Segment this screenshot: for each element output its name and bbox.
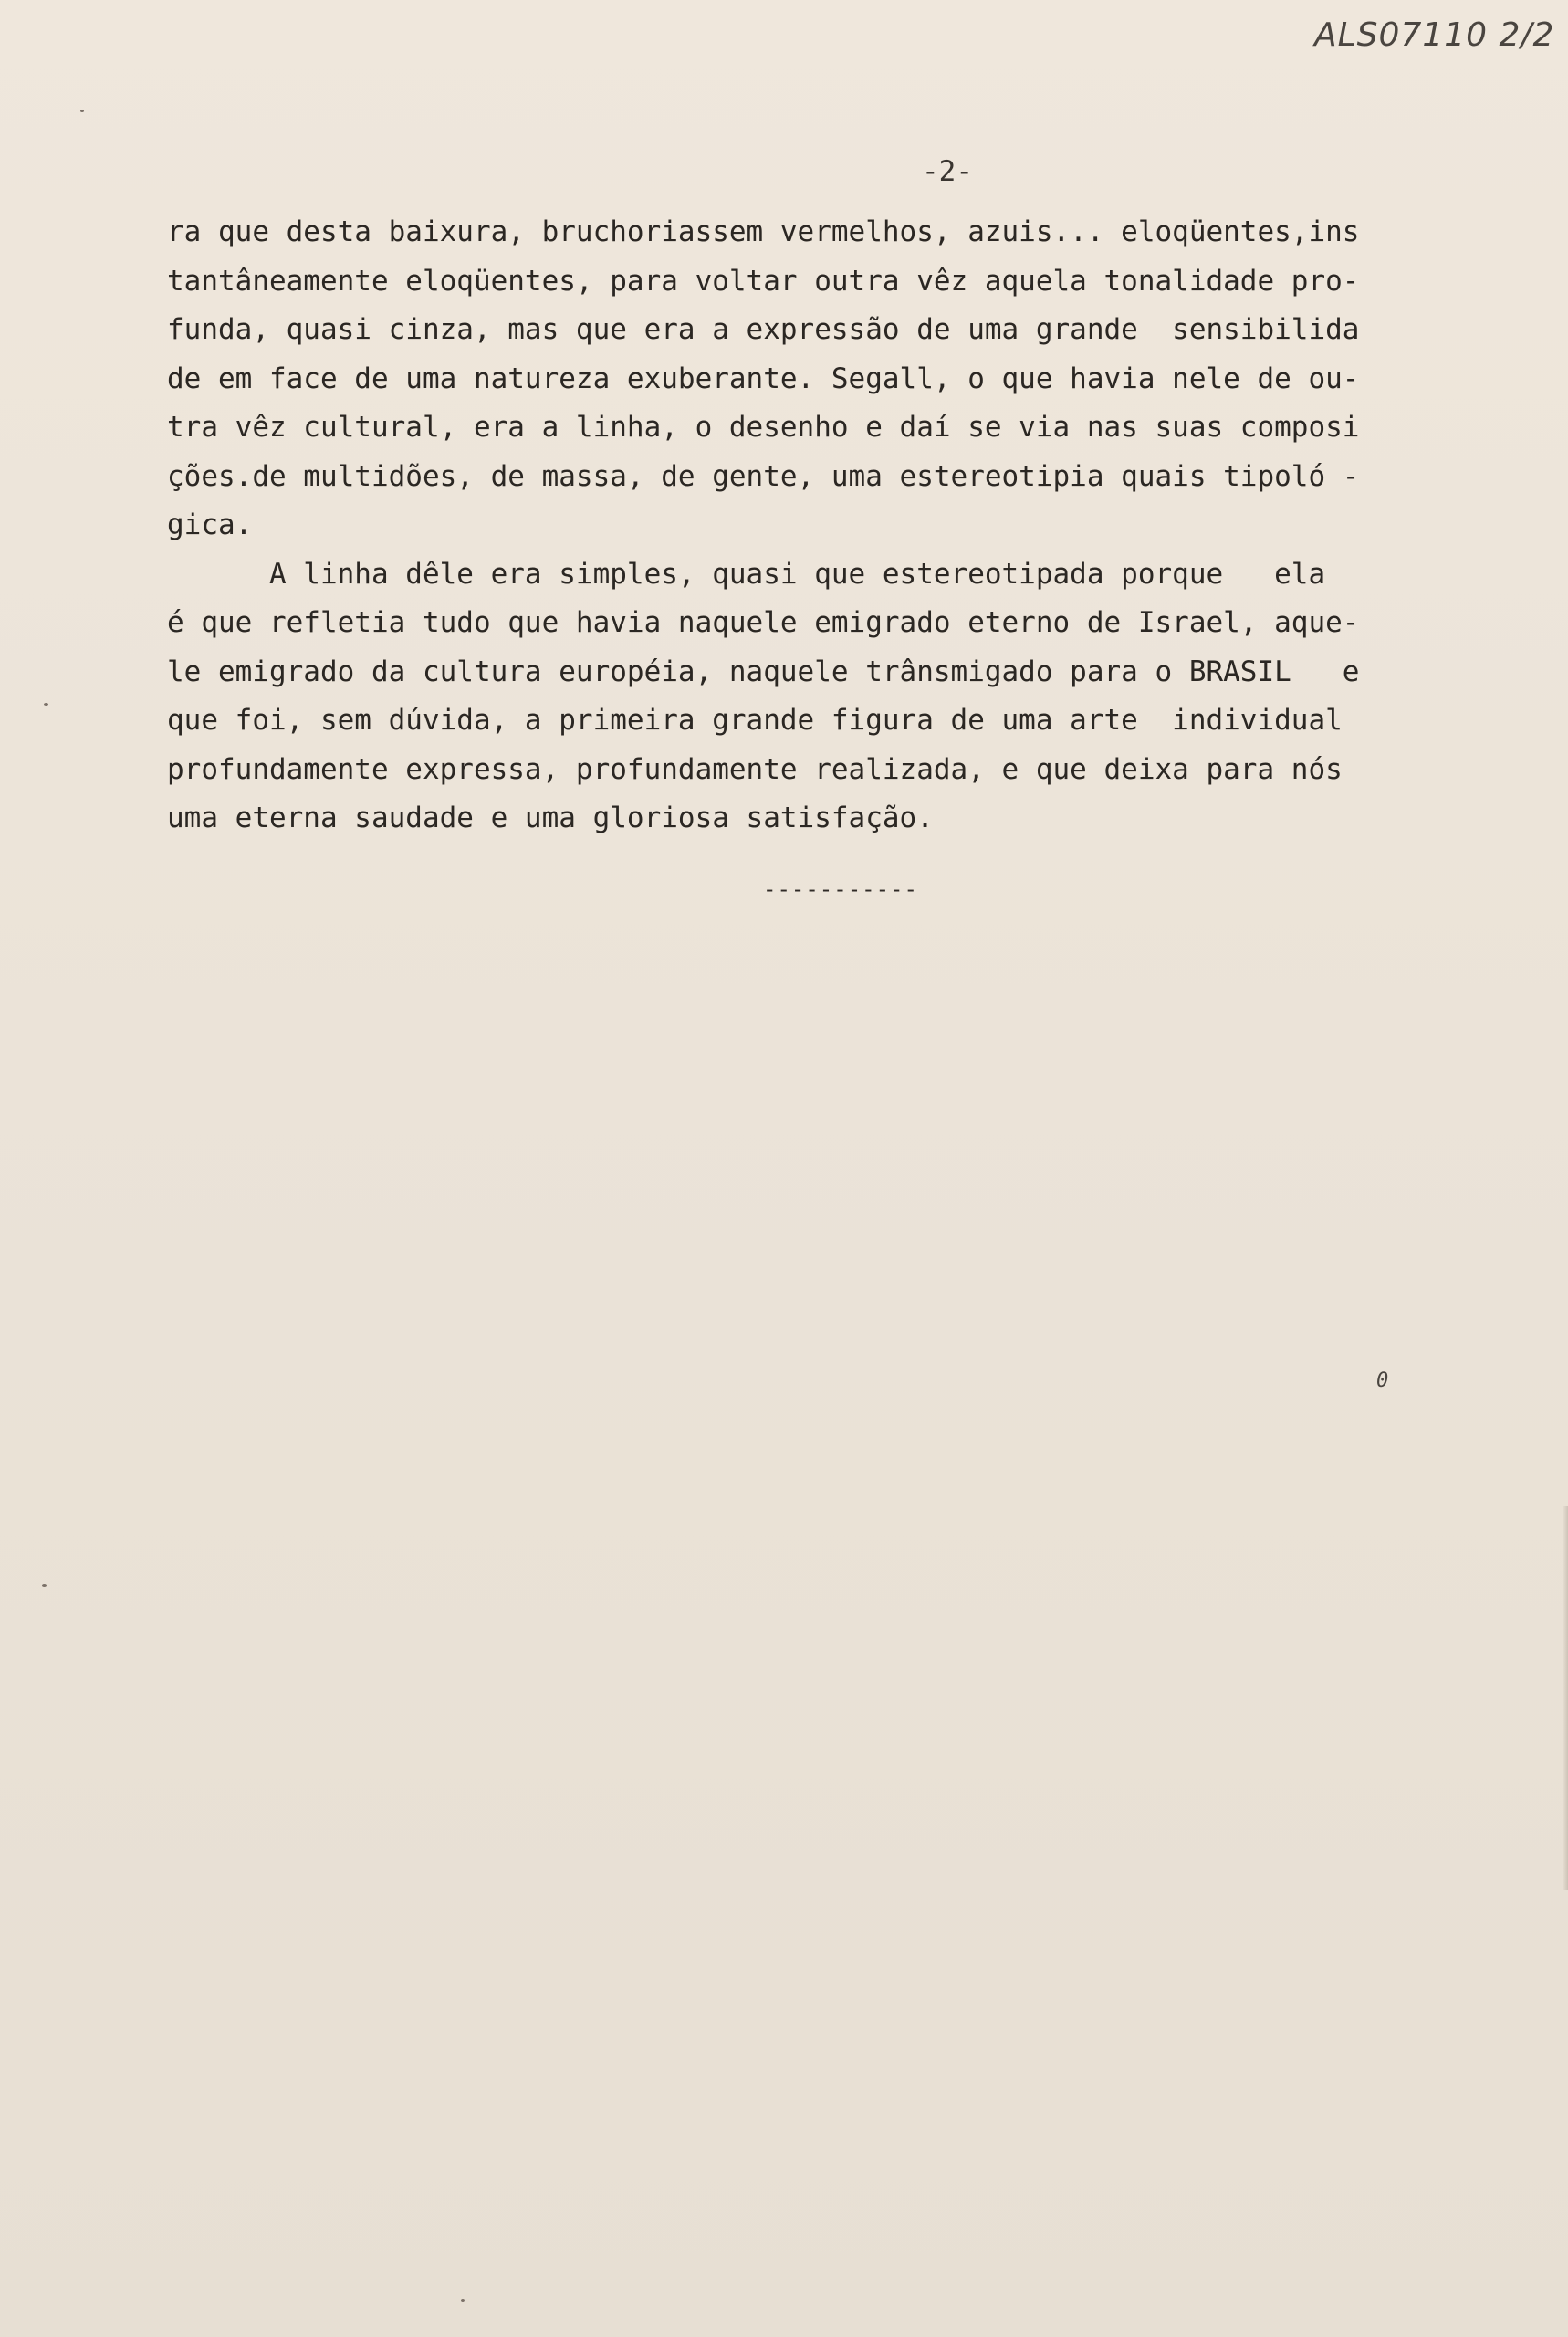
text-line: funda, quasi cinza, mas que era a expressão de uma grande sensibilida [167, 313, 1360, 346]
page-number: -2- [922, 155, 973, 188]
paper-speck [80, 110, 84, 112]
body-text [167, 208, 1445, 844]
corner-mark: 0 [1376, 1369, 1389, 1392]
archive-reference: ALS07110 2/2 [1314, 16, 1555, 54]
paper-speck [461, 2299, 465, 2302]
end-divider: ----------- [763, 876, 918, 902]
text-line: profundamente expressa, profundamente realizada, e que deixa para nós [167, 752, 1343, 786]
text-line: gica. [167, 508, 253, 541]
text-line: tra vêz cultural, era a linha, o desenho e daí se via nas suas composi [167, 411, 1360, 444]
paper-edge-shadow [1563, 1506, 1568, 1890]
text-line: de em face de uma natureza exuberante. Segall, o que havia nele de ou- [167, 362, 1360, 395]
text-line: ra que desta baixura, bruchoriassem vermelhos, azuis... eloqüentes,ins [167, 215, 1360, 248]
paper-speck [44, 703, 48, 706]
text-line: uma eterna saudade e uma gloriosa satisfação. [167, 802, 934, 834]
text-line: ções.de multidões, de massa, de gente, uma estereotipia quais tipoló - [167, 459, 1360, 493]
text-line: tantâneamente eloqüentes, para voltar outra vêz aquela tonalidade pro- [167, 264, 1360, 298]
text-line: A linha dêle era simples, quasi que estereotipada porque ela [167, 557, 1326, 591]
paper-speck [42, 1584, 47, 1587]
text-line: é que refletia tudo que havia naquele emigrado eterno de Israel, aque- [167, 606, 1360, 639]
text-line: que foi, sem dúvida, a primeira grande figura de uma arte individual [167, 704, 1343, 737]
text-line: le emigrado da cultura européia, naquele trânsmigado para o BRASIL e [167, 655, 1360, 688]
